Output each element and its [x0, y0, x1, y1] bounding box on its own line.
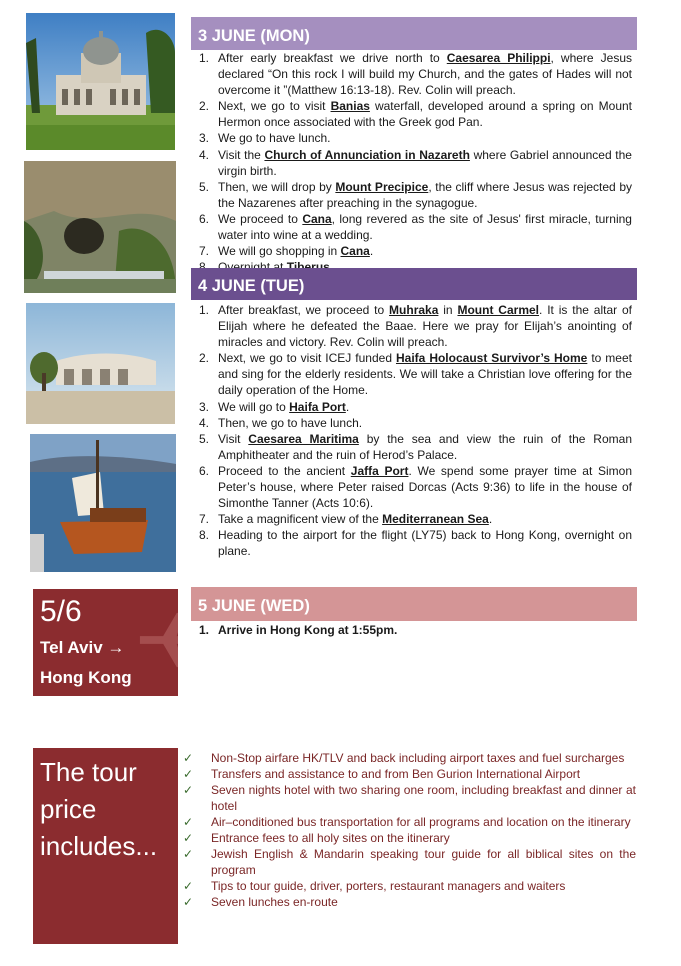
itinerary-item — [196, 243, 632, 259]
include-item — [182, 814, 636, 830]
item-text: We proceed to — [218, 211, 303, 226]
item-number: 2. — [199, 351, 210, 366]
include-text: Tips to tour guide, driver, porters, restaurant managers and waiters — [211, 879, 566, 893]
item-text: . — [369, 244, 374, 259]
item-text: Next, we go to visit ICEJ funded — [218, 351, 396, 366]
check-icon: ✓ — [183, 815, 194, 829]
day-header-5-june: 5 JUNE (WED) — [191, 587, 637, 621]
item-text: We will go to — [218, 399, 290, 414]
item-text: to meet and sing for the elderly residents. We will take a Christian love offering for the daily operation of the Home. — [218, 351, 632, 398]
item-number: 5. — [199, 179, 210, 194]
place-name: Muhraka — [389, 303, 439, 317]
item-text: . We spend some prayer time at Simon Peter’s house, where Peter raised Dorcas (Acts 9:36) to life in the house of Simonthe Tanner (Acts 10:6). — [218, 463, 632, 511]
include-item — [182, 766, 636, 782]
item-text: , where Jesus declared “On this rock I will build my Church, and the gates of Hades will not overcome it ”(Matthew 16:13-18). Rev. Colin will preach. — [218, 51, 632, 98]
include-text: Jewish English & Mandarin speaking tour guide for all biblical sites on the program — [211, 847, 636, 877]
include-item — [182, 782, 636, 814]
item-text: , the cliff where Jesus was rejected by the Nazarenes after preaching in the synagogue. — [218, 179, 633, 210]
itinerary-item — [196, 179, 632, 211]
item-text: Proceed to the ancient — [218, 463, 351, 478]
item-number: 8. — [199, 528, 210, 543]
item-number: 7. — [199, 244, 210, 259]
item-text: We will go shopping in — [218, 244, 341, 259]
itinerary-item — [196, 622, 632, 638]
include-text: Transfers and assistance to and from Ben Gurion International Airport — [211, 767, 581, 781]
itinerary-item — [196, 463, 632, 511]
itinerary-item — [196, 350, 632, 398]
route-origin: Tel Aviv → — [40, 638, 125, 657]
item-text: After breakfast, we proceed to — [218, 303, 390, 317]
date-route-tile — [33, 589, 178, 696]
day2-itinerary-list — [196, 302, 632, 560]
item-number: 3. — [199, 131, 210, 146]
include-text: Seven lunches en-route — [211, 895, 338, 909]
itinerary-item — [196, 415, 632, 431]
itinerary-item — [196, 527, 632, 559]
check-icon: ✓ — [183, 831, 194, 845]
include-text: Entrance fees to all holy sites on the itinerary — [211, 831, 450, 845]
item-text: Visit — [218, 431, 249, 446]
item-text: Then, we will drop by — [218, 179, 336, 194]
place-name: Haifa Holocaust Survivor’s Home — [395, 351, 588, 366]
item-number: 5. — [199, 431, 210, 446]
item-number: 3. — [199, 399, 210, 414]
tour-price-title: The tour price includes... — [40, 757, 158, 861]
item-text: where Gabriel announced the virgin birth. — [218, 147, 632, 178]
item-text: by the sea and view the ruin of the Roman Amphitheater and the ruin of Herod’s Palace. — [218, 431, 632, 462]
place-name: Banias — [330, 99, 370, 114]
check-icon: ✓ — [183, 767, 194, 781]
item-text: Heading to the airport for the flight (LY75) back to Hong Kong, overnight on plane. — [218, 528, 632, 559]
route-destination: Hong Kong — [40, 668, 132, 687]
include-item — [182, 830, 636, 846]
item-text: Next, we go to visit — [218, 99, 331, 114]
item-text: We go to have lunch. — [218, 131, 331, 146]
include-text: Seven nights hotel with two sharing one room, including breakfast and dinner at hotel — [211, 783, 636, 813]
itinerary-item — [196, 511, 632, 527]
place-name: Mediterranean Sea — [382, 512, 489, 527]
item-number: 1. — [199, 51, 210, 65]
church-photo — [26, 13, 175, 150]
include-text: Air–conditioned bus transportation for all programs and location on the itinerary — [211, 815, 631, 829]
check-icon: ✓ — [183, 751, 194, 765]
check-icon: ✓ — [183, 783, 194, 797]
item-number: 6. — [199, 211, 210, 226]
itinerary-item — [196, 302, 632, 350]
day1-itinerary-list — [196, 50, 632, 275]
itinerary-item — [196, 50, 632, 98]
itinerary-item — [196, 147, 632, 179]
item-text: waterfall, developed around a spring on Mount Hermon once associated with the Greek god Pan. — [218, 99, 632, 130]
item-number: 1. — [199, 303, 210, 317]
banias-waterfall-photo — [24, 161, 176, 293]
boat-galilee-photo — [30, 434, 176, 572]
item-number: 1. — [199, 623, 210, 637]
place-name: Haifa Port — [289, 399, 346, 414]
place-name: Church of Annunciation in Nazareth — [264, 147, 470, 162]
item-number: 4. — [199, 147, 210, 162]
include-item — [182, 878, 636, 894]
check-icon: ✓ — [183, 847, 194, 861]
place-name: Caesarea Maritima — [248, 431, 359, 446]
place-name: Cana — [340, 244, 370, 259]
place-name: Cana — [302, 211, 332, 226]
include-text: Non-Stop airfare HK/TLV and back including airport taxes and fuel surcharges — [211, 751, 625, 765]
item-text: Then, we go to have lunch. — [218, 415, 363, 430]
itinerary-item — [196, 211, 632, 243]
item-text: Arrive in Hong Kong at 1:55pm. — [218, 623, 398, 637]
tour-price-tile — [33, 748, 178, 944]
itinerary-item — [196, 98, 632, 130]
place-name: Caesarea Philippi — [446, 51, 551, 65]
route-label — [40, 633, 170, 693]
include-item — [182, 846, 636, 878]
place-name: Jaffa Port — [350, 463, 409, 478]
itinerary-item — [196, 399, 632, 415]
item-text: Take a magnificent view of the — [218, 512, 383, 527]
item-text: , long revered as the site of Jesus' first miracle, turning water into wine at a wedding. — [218, 211, 632, 243]
item-text: . — [488, 512, 493, 527]
muhraka-building-photo — [26, 303, 175, 424]
place-name: Mount Carmel — [457, 303, 539, 317]
check-icon: ✓ — [183, 895, 194, 909]
item-number: 7. — [199, 512, 210, 527]
item-text: . It is the altar of Elijah where he defeated the Baae. Here we pray for Elijah’s anointing of miracles and victory. Rev. Colin will preach. — [218, 303, 632, 350]
day3-itinerary-list — [196, 622, 632, 638]
date-label: 5/6 — [40, 595, 82, 628]
place-name: Mount Precipice — [335, 179, 429, 194]
day-header-3-june: 3 JUNE (MON) — [191, 17, 637, 50]
item-text: in — [438, 303, 458, 317]
item-number: 2. — [199, 99, 210, 114]
itinerary-item — [196, 130, 632, 146]
day-header-4-june: 4 JUNE (TUE) — [191, 268, 637, 300]
price-includes-list — [182, 750, 636, 910]
include-item — [182, 750, 636, 766]
item-text: After early breakfast we drive north to — [218, 51, 447, 65]
item-text: Visit the — [218, 147, 265, 162]
itinerary-item — [196, 431, 632, 463]
include-item — [182, 894, 636, 910]
item-number: 4. — [199, 415, 210, 430]
check-icon: ✓ — [183, 879, 194, 893]
item-text: . — [345, 399, 350, 414]
item-number: 6. — [199, 463, 210, 478]
